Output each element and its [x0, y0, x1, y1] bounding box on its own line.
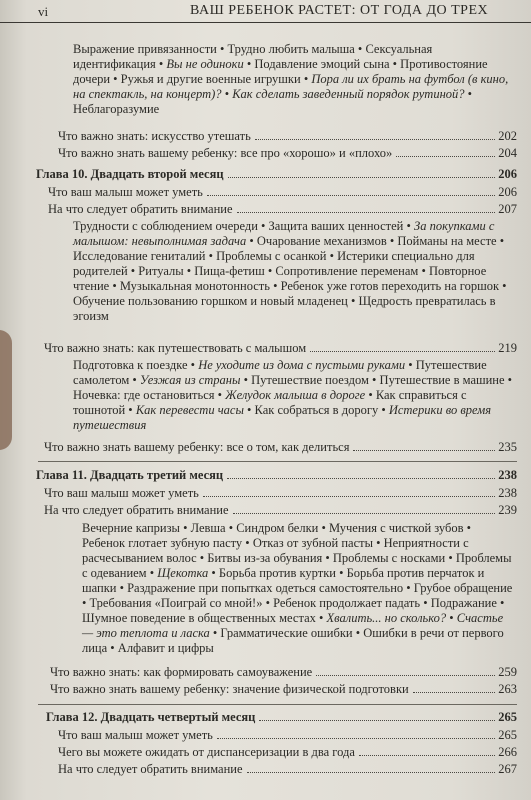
- toc-entry[interactable]: Что ваш малыш может уметь 206: [48, 185, 517, 199]
- page-header: [0, 0, 531, 23]
- toc-entry[interactable]: На что следует обратить внимание 207: [48, 202, 517, 216]
- chapter-heading[interactable]: Глава 11. Двадцать третий месяц 238: [36, 468, 517, 482]
- toc-entry[interactable]: Чего вы можете ожидать от диспансеризации в два года 266: [58, 745, 517, 759]
- chapter-heading[interactable]: Глава 10. Двадцать второй месяц 206: [36, 167, 517, 181]
- topic-list: Выражение привязанности • Трудно любить малыша • Сексуальная идентификация • Вы не одиноки • Подавление эмоций сына • Противостояние дочери • Ружья и другие военные игрушки • Пора ли их брать на футбол (в кино, на спектакль, на концерт)? • Как сделать заведенный порядок рутиной? • Неблагоразумие: [73, 42, 509, 116]
- toc-entry[interactable]: Что ваш малыш может уметь 238: [44, 486, 517, 500]
- toc-entry[interactable]: На что следует обратить внимание 267: [58, 762, 517, 776]
- topic-list: Трудности с соблюдением очереди • Защита ваших ценностей • За покупками с малышом: невыполнимая задача • Очарование механизмов • Пойманы на месте • Исследование гениталий • Проблемы с осанкой • Истерики специально для родителей • Ритуалы • Пища-фетиш • Сопротивление переменам • Повторное чтение • Музыкальная монотонность • Ребенок уже готов переходить на горшок • Обучение пользованию горшком и новый младенец • Щедрость превратилась в эгоизм: [73, 219, 507, 323]
- toc-entry[interactable]: Что важно знать: искусство утешать 202: [58, 129, 517, 143]
- page-number: vi: [38, 4, 49, 19]
- topic-list: Подготовка к поездке • Не уходите из дома с пустыми руками • Путешествие самолетом • Уезжая из страны • Путешествие поездом • Путешествие в машине • Ночевка: где остановиться • Желудок малыша в дороге • Как справиться с тошнотой • Как перевести часы • Как собраться в дорогу • Истерики во время путешествия: [73, 358, 513, 432]
- chapter-heading[interactable]: Глава 12. Двадцать четвертый месяц 265: [46, 710, 517, 724]
- thumb-shadow: [0, 330, 12, 450]
- divider: [38, 461, 517, 462]
- toc-entry[interactable]: Что важно знать вашему ребенку: значение физической подготовки 263: [50, 682, 517, 696]
- toc-entry[interactable]: Что важно знать вашему ребенку: все про «хорошо» и «плохо» 204: [58, 146, 517, 160]
- toc-entry[interactable]: На что следует обратить внимание 239: [44, 503, 517, 517]
- topic-list: Вечерние капризы • Левша • Синдром белки • Мучения с чисткой зубов • Ребенок глотает зубную пасту • Отказ от зубной пасты • Неприятности с расчесыванием волос • Битвы из-за обувания • Проблемы с носками • Проблемы с одеванием • Щекотка • Борьба против куртки • Борьба против перчаток и шапки • Раздражение при попытках одеться самостоятельно • Грубое обращение • Требования «Поиграй со мной!» • Ребенок продолжает падать • Подражание • Шумное поведение в общественных местах • Хвалить... но сколько? • Счастье — это теплота и ласка • Грамматические ошибки • Ошибки в речи от первого лица • Алфавит и цифры: [82, 521, 513, 655]
- toc-entry[interactable]: Что важно знать: как формировать самоуважение 259: [50, 665, 517, 679]
- toc-entry[interactable]: Что важно знать: как путешествовать с малышом 219: [44, 341, 517, 355]
- toc-entry[interactable]: Что важно знать вашему ребенку: все о том, как делиться 235: [44, 440, 517, 454]
- toc-entry[interactable]: Что ваш малыш может уметь 265: [58, 728, 517, 742]
- running-title: ВАШ РЕБЕНОК РАСТЕТ: ОТ ГОДА ДО ТРЕХ: [190, 3, 489, 18]
- divider: [38, 704, 517, 705]
